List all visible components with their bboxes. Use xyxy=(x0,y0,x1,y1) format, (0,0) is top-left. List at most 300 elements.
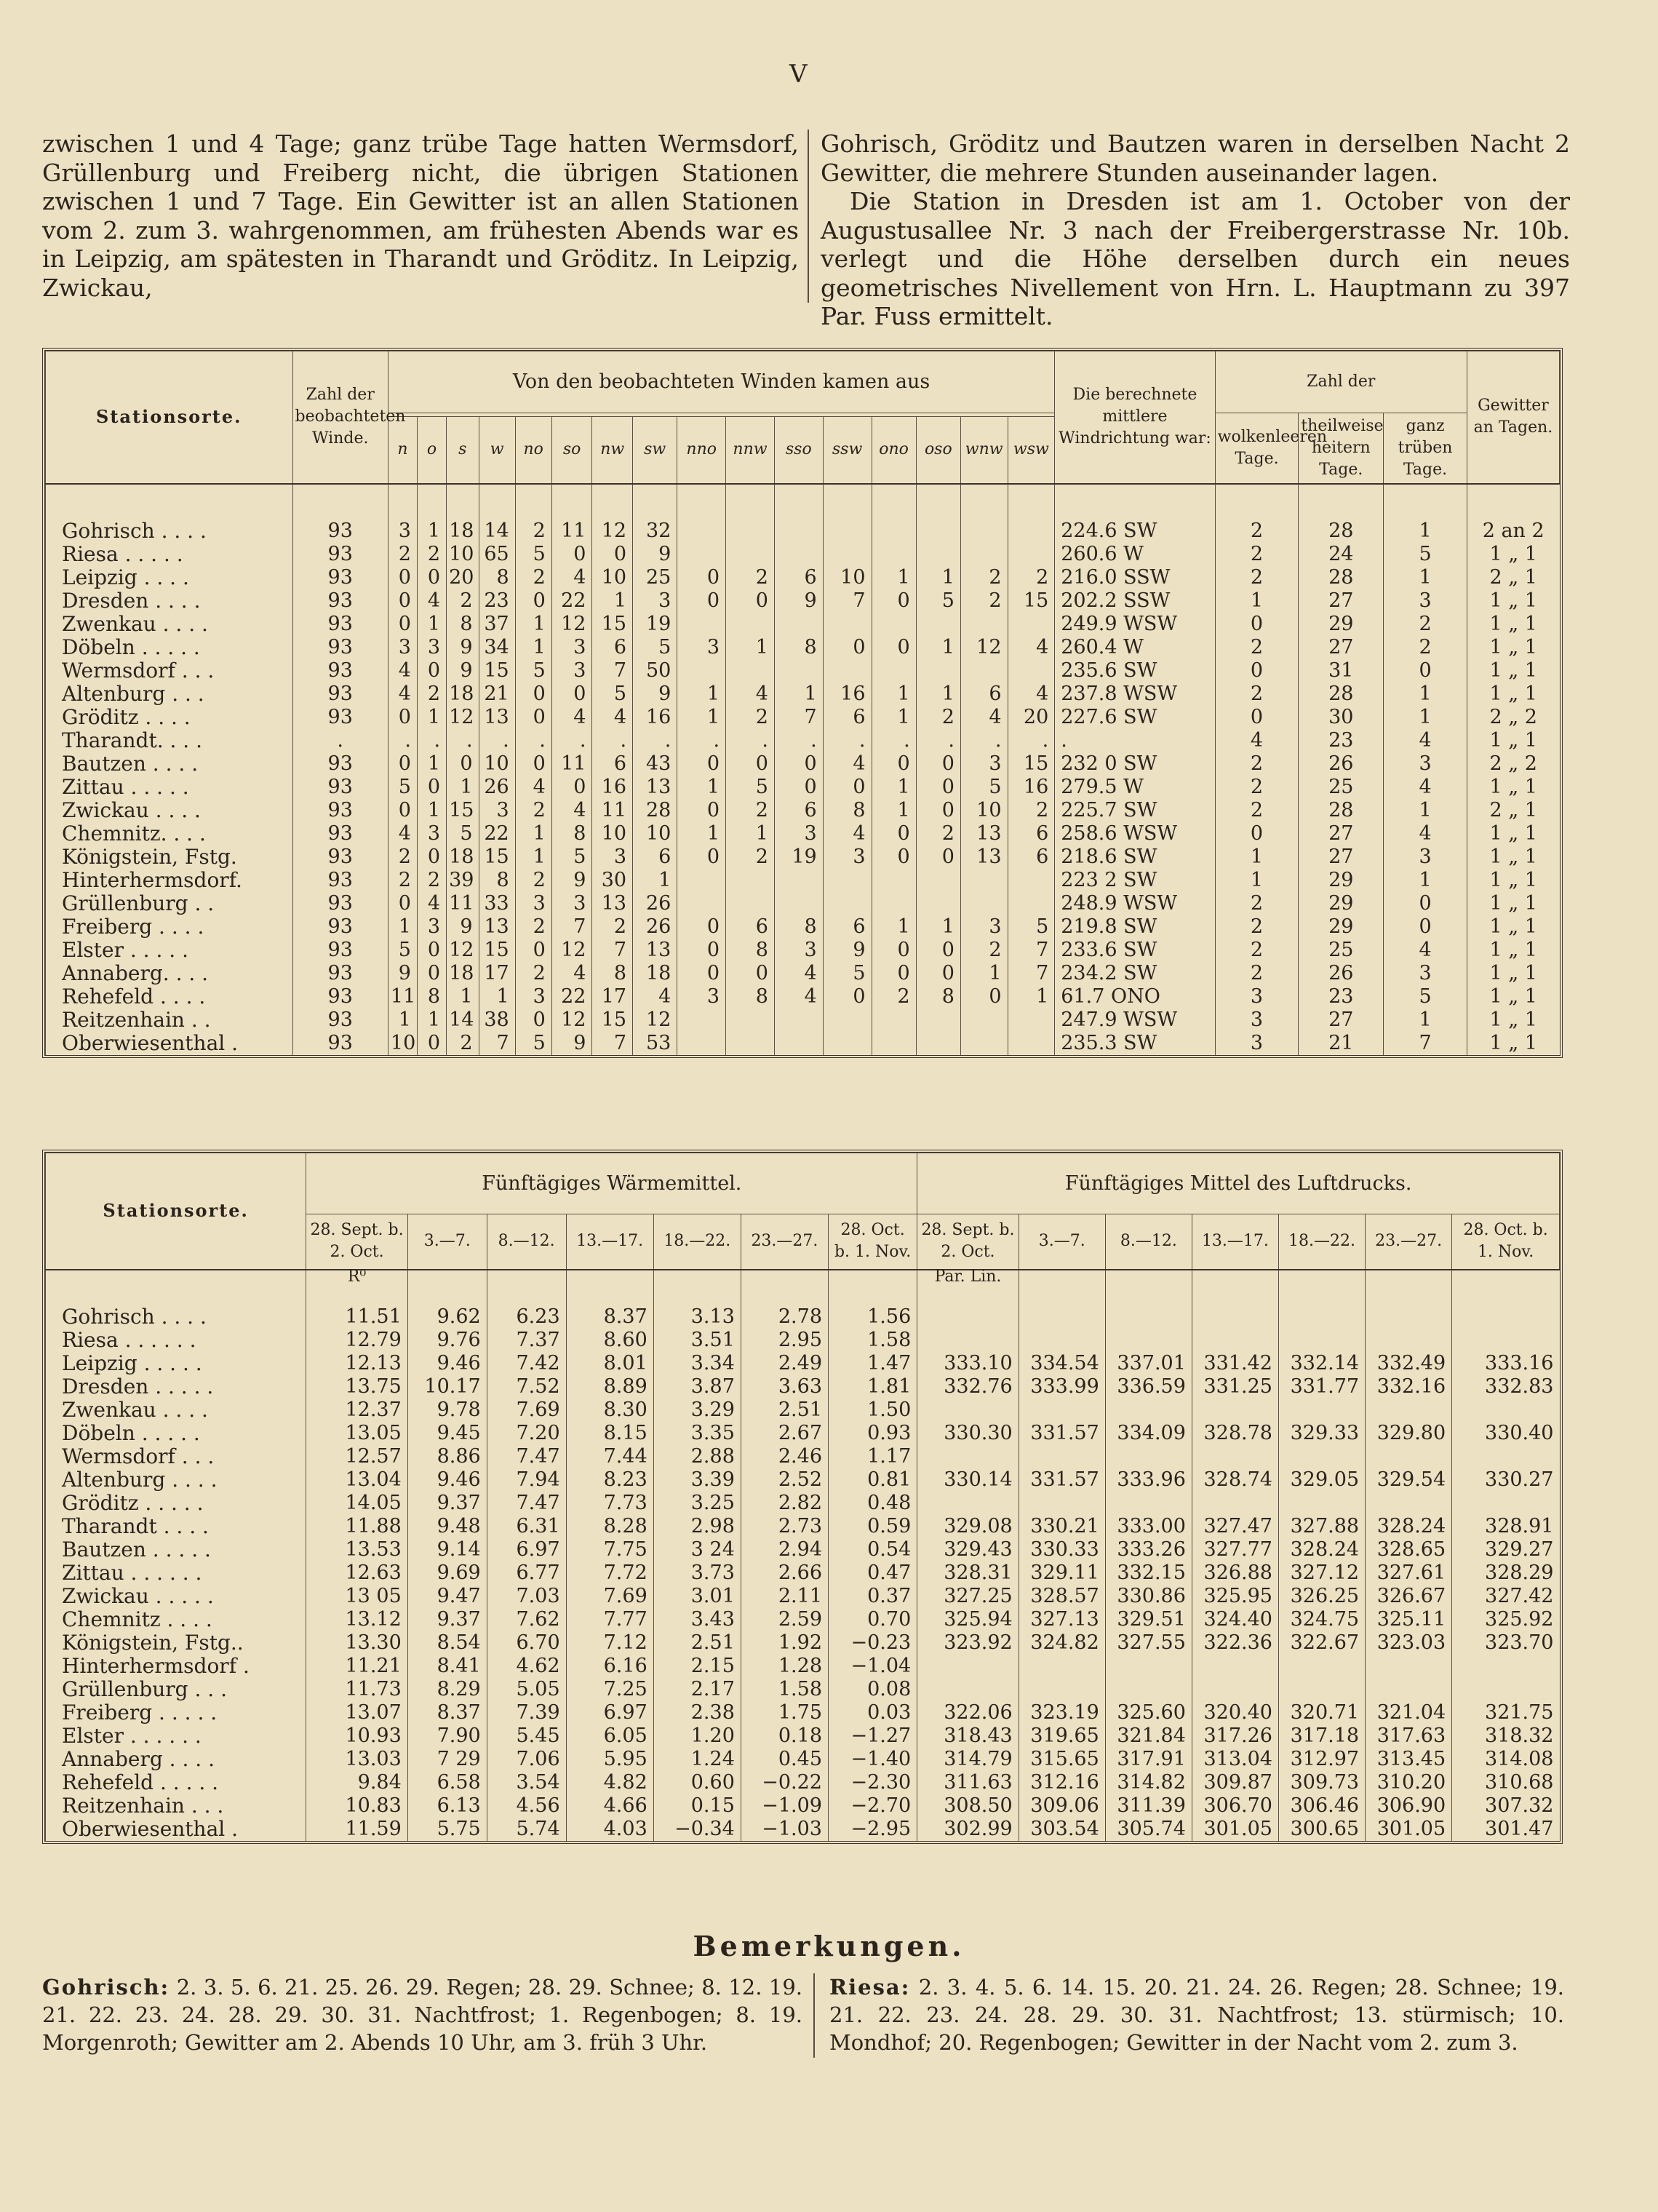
temperature-value: 6.31 xyxy=(487,1515,566,1538)
mean-direction: . xyxy=(1055,729,1215,752)
wind-value: 0 xyxy=(417,566,446,589)
wind-value: 6 xyxy=(1008,846,1055,869)
pressure-value: 325.95 xyxy=(1192,1585,1278,1608)
temperature-value: 2.82 xyxy=(741,1492,828,1515)
wind-value: 3 xyxy=(551,892,592,915)
wind-value: 13 xyxy=(479,706,515,729)
table-row xyxy=(46,1399,1560,1422)
spacer-cell xyxy=(633,484,677,520)
temperature-value: −1.09 xyxy=(741,1794,828,1818)
pressure-group-header: Fünftägiges Mittel des Luftdrucks. xyxy=(917,1153,1560,1214)
wind-value: 50 xyxy=(633,659,677,683)
pressure-value: 327.55 xyxy=(1105,1631,1192,1655)
wind-value: 0 xyxy=(677,752,726,776)
temperature-value: 3.51 xyxy=(653,1329,741,1352)
temperature-value: −1.40 xyxy=(829,1748,917,1771)
pressure-value: 310.68 xyxy=(1452,1771,1560,1794)
pressure-value: 328.74 xyxy=(1192,1468,1278,1492)
temperature-value: 4.03 xyxy=(566,1818,653,1841)
station-name: Königstein, Fstg. xyxy=(46,846,293,869)
thunderstorm-days: 1 „ 1 xyxy=(1467,683,1559,706)
wind-value: 0 xyxy=(960,985,1008,1008)
wind-value xyxy=(726,1032,775,1055)
wind-value: 15 xyxy=(1008,589,1055,613)
pressure-value: 324.82 xyxy=(1019,1631,1105,1655)
pressure-value: 329.05 xyxy=(1278,1468,1365,1492)
wind-value: 3 xyxy=(677,985,726,1008)
pressure-value: 327.47 xyxy=(1192,1515,1278,1538)
temperature-value: 2.59 xyxy=(741,1608,828,1631)
wind-value: 1 xyxy=(417,520,446,543)
overcast-days: 4 xyxy=(1384,729,1467,752)
partly-bright-days: 28 xyxy=(1299,520,1384,543)
wind-value: 19 xyxy=(633,613,677,636)
table-row xyxy=(46,1585,1560,1608)
temperature-value: 7.94 xyxy=(487,1468,566,1492)
wind-value xyxy=(960,659,1008,683)
temperature-value: 0.08 xyxy=(829,1678,917,1701)
temperature-value: 7.42 xyxy=(487,1352,566,1375)
remarks-gohrisch xyxy=(42,1973,802,2056)
pressure-value xyxy=(1019,1678,1105,1701)
wind-value xyxy=(823,659,872,683)
temperature-value: 7.77 xyxy=(566,1608,653,1631)
wind-value: . xyxy=(823,729,872,752)
partly-bright-days: 26 xyxy=(1299,962,1384,985)
pressure-value: 300.65 xyxy=(1278,1818,1365,1841)
pressure-value: 332.16 xyxy=(1366,1375,1452,1399)
temperature-value: 9.69 xyxy=(407,1561,487,1585)
wind-value: 5 xyxy=(515,543,551,566)
wind-value: 5 xyxy=(823,962,872,985)
temperature-value: 8.01 xyxy=(566,1352,653,1375)
pressure-value: 330.30 xyxy=(917,1422,1019,1445)
temperature-value: 4.62 xyxy=(487,1655,566,1678)
mean-direction: 234.2 SW xyxy=(1055,962,1215,985)
spacer-cell xyxy=(823,484,872,520)
wind-value: 38 xyxy=(479,1008,515,1032)
mean-direction: 235.6 SW xyxy=(1055,659,1215,683)
temperature-value: 7.90 xyxy=(407,1724,487,1748)
unit-row xyxy=(46,1270,1560,1305)
wind-value: 0 xyxy=(388,799,417,822)
thunderstorm-days: 1 „ 1 xyxy=(1467,589,1559,613)
wind-value: 0 xyxy=(872,822,916,846)
wind-value: 8 xyxy=(823,799,872,822)
wind-value: 1 xyxy=(726,822,775,846)
pressure-value xyxy=(1105,1445,1192,1468)
spacer-cell xyxy=(515,484,551,520)
wind-value: 0 xyxy=(551,543,592,566)
overcast-days: 0 xyxy=(1384,892,1467,915)
station-name: Annaberg. . . . xyxy=(46,962,293,985)
station-name: Bautzen . . . . xyxy=(46,752,293,776)
wind-count: 93 xyxy=(292,520,388,543)
clear-days: 2 xyxy=(1215,962,1299,985)
pressure-value xyxy=(1019,1329,1105,1352)
mean-direction: 279.5 W xyxy=(1055,776,1215,799)
wind-value xyxy=(726,892,775,915)
wind-value: 11 xyxy=(551,752,592,776)
temperature-value: 7 29 xyxy=(407,1748,487,1771)
pressure-value: 331.57 xyxy=(1019,1422,1105,1445)
wind-value: . xyxy=(515,729,551,752)
station-name: Grüllenburg . . xyxy=(46,892,293,915)
wind-value: 10 xyxy=(960,799,1008,822)
wind-value: . xyxy=(592,729,633,752)
wind-value: 22 xyxy=(551,589,592,613)
pressure-value: 320.71 xyxy=(1278,1701,1365,1724)
wind-value: 34 xyxy=(479,636,515,659)
wind-value: 3 xyxy=(417,915,446,939)
wind-value: 3 xyxy=(417,822,446,846)
table-row xyxy=(46,869,1560,892)
overcast-days: 3 xyxy=(1384,846,1467,869)
temperature-value: 7.62 xyxy=(487,1608,566,1631)
pressure-value: 325.94 xyxy=(917,1608,1019,1631)
wind-value: 6 xyxy=(823,915,872,939)
pressure-value: 324.40 xyxy=(1192,1608,1278,1631)
wind-value: 15 xyxy=(479,659,515,683)
spacer-cell xyxy=(1019,1270,1105,1305)
temperature-value: 0.18 xyxy=(741,1724,828,1748)
temperature-period-header: 23.—27. xyxy=(741,1214,828,1270)
pressure-value: 327.42 xyxy=(1452,1585,1560,1608)
pressure-period-header: 13.—17. xyxy=(1192,1214,1278,1270)
station-header: Stationsorte. xyxy=(46,351,293,484)
wind-value: 4 xyxy=(551,566,592,589)
wind-value: 20 xyxy=(1008,706,1055,729)
thunderstorm-days: 1 „ 1 xyxy=(1467,659,1559,683)
pressure-value xyxy=(1105,1678,1192,1701)
wind-count: 93 xyxy=(292,915,388,939)
temperature-value: 11.51 xyxy=(306,1305,407,1329)
wind-value: 11 xyxy=(592,799,633,822)
temperature-value: 0.59 xyxy=(829,1515,917,1538)
temperature-value: 3.87 xyxy=(653,1375,741,1399)
wind-count: 93 xyxy=(292,636,388,659)
wind-count: 93 xyxy=(292,892,388,915)
pressure-value: 333.96 xyxy=(1105,1468,1192,1492)
mean-direction: 260.4 W xyxy=(1055,636,1215,659)
wind-value: 22 xyxy=(479,822,515,846)
temperature-value: 13.30 xyxy=(306,1631,407,1655)
wind-count: 93 xyxy=(292,1008,388,1032)
temperature-value: 2.73 xyxy=(741,1515,828,1538)
temperature-unit: R⁰ xyxy=(306,1270,407,1305)
wind-count: 93 xyxy=(292,659,388,683)
wind-value: 0 xyxy=(388,613,417,636)
pressure-value: 320.40 xyxy=(1192,1701,1278,1724)
wind-count: 93 xyxy=(292,706,388,729)
spacer-cell xyxy=(1105,1270,1192,1305)
mean-direction: 223 2 SW xyxy=(1055,869,1215,892)
spacer-cell xyxy=(1055,484,1215,520)
temperature-value: −2.70 xyxy=(829,1794,917,1818)
pressure-value: 330.33 xyxy=(1019,1538,1105,1561)
pressure-value xyxy=(917,1678,1019,1701)
temperature-value: 7.20 xyxy=(487,1422,566,1445)
temperature-value: 2.52 xyxy=(741,1468,828,1492)
pressure-value xyxy=(1105,1329,1192,1352)
wind-value: 3 xyxy=(823,846,872,869)
wind-value: 3 xyxy=(592,846,633,869)
pressure-value: 333.26 xyxy=(1105,1538,1192,1561)
wind-value xyxy=(1008,613,1055,636)
remarks-title: Bemerkungen. xyxy=(693,1930,965,1962)
wind-value: 5 xyxy=(515,659,551,683)
spacer-cell xyxy=(1008,484,1055,520)
wind-value: 1 xyxy=(960,962,1008,985)
temperature-value: 8.89 xyxy=(566,1375,653,1399)
partly-bright-days: 28 xyxy=(1299,799,1384,822)
thunderstorm-days: 1 „ 1 xyxy=(1467,613,1559,636)
pressure-value xyxy=(1192,1678,1278,1701)
spacer-cell xyxy=(46,484,293,520)
spacer-cell xyxy=(726,484,775,520)
overcast-days: 3 xyxy=(1384,752,1467,776)
temperature-value: 13.04 xyxy=(306,1468,407,1492)
pressure-value xyxy=(1366,1329,1452,1352)
wind-value: 2 xyxy=(515,915,551,939)
wind-direction-header: ssw xyxy=(823,417,872,484)
wind-value: 0 xyxy=(417,846,446,869)
wind-value xyxy=(726,1008,775,1032)
partly-bright-days: 25 xyxy=(1299,776,1384,799)
partly-bright-days: 21 xyxy=(1299,1032,1384,1055)
wind-value: 3 xyxy=(551,636,592,659)
station-name: Hinterhermsdorf . xyxy=(46,1655,306,1678)
pressure-period-header: 28. Oct. b. 1. Nov. xyxy=(1452,1214,1560,1270)
wind-value: 6 xyxy=(1008,822,1055,846)
wind-value: 9 xyxy=(447,636,479,659)
temperature-value: 13.03 xyxy=(306,1748,407,1771)
temperature-value: 3.35 xyxy=(653,1422,741,1445)
wind-value xyxy=(960,543,1008,566)
wind-value: 3 xyxy=(515,892,551,915)
wind-value: 19 xyxy=(774,846,823,869)
spacer-cell xyxy=(1192,1270,1278,1305)
wind-value: 0 xyxy=(417,776,446,799)
wind-count: 93 xyxy=(292,776,388,799)
temperature-value: 3.73 xyxy=(653,1561,741,1585)
wind-value: 3 xyxy=(960,915,1008,939)
wind-value: 0 xyxy=(916,799,960,822)
overcast-days: 2 xyxy=(1384,636,1467,659)
overcast-days: 1 xyxy=(1384,1008,1467,1032)
pressure-value: 306.90 xyxy=(1366,1794,1452,1818)
station-name: Dresden . . . . . xyxy=(46,1375,306,1399)
thunderstorm-days: 1 „ 1 xyxy=(1467,892,1559,915)
temperature-value: 10.17 xyxy=(407,1375,487,1399)
pressure-value: 329.51 xyxy=(1105,1608,1192,1631)
pressure-value: 312.97 xyxy=(1278,1748,1365,1771)
temperature-value: 3.25 xyxy=(653,1492,741,1515)
wind-value xyxy=(1008,1008,1055,1032)
wind-value xyxy=(726,543,775,566)
wind-value xyxy=(774,543,823,566)
wind-value: 4 xyxy=(960,706,1008,729)
wind-value: 15 xyxy=(592,1008,633,1032)
intro-right-paragraph-1: Gohrisch, Gröditz und Bautzen waren in derselben Nacht 2 Gewitter, die mehrere Stunden auseinander lagen. xyxy=(821,130,1570,187)
wind-value xyxy=(916,869,960,892)
thunderstorm-days: 1 „ 1 xyxy=(1467,985,1559,1008)
wind-value: 1 xyxy=(916,566,960,589)
wind-value xyxy=(960,1008,1008,1032)
partly-bright-days: 29 xyxy=(1299,915,1384,939)
temperature-value: 13.05 xyxy=(306,1422,407,1445)
wind-value: 3 xyxy=(417,636,446,659)
mean-direction: 260.6 W xyxy=(1055,543,1215,566)
pressure-value: 327.88 xyxy=(1278,1515,1365,1538)
wind-value: 6 xyxy=(633,846,677,869)
wind-value: 0 xyxy=(551,683,592,706)
wind-direction-header: no xyxy=(515,417,551,484)
table-row xyxy=(46,659,1560,683)
wind-value: 39 xyxy=(447,869,479,892)
table-row xyxy=(46,1422,1560,1445)
days-group-header: Zahl der xyxy=(1215,351,1467,413)
winds-group-header: Von den beobachteten Winden kamen aus xyxy=(388,351,1054,413)
temperature-value: 1.58 xyxy=(829,1329,917,1352)
partly-bright-days: 28 xyxy=(1299,566,1384,589)
station-name: Zwickau . . . . . xyxy=(46,1585,306,1608)
overcast-days: 5 xyxy=(1384,985,1467,1008)
station-name: Riesa . . . . . xyxy=(46,543,293,566)
wind-value xyxy=(960,892,1008,915)
wind-value xyxy=(872,1032,916,1055)
wind-value: . xyxy=(774,729,823,752)
wind-value xyxy=(677,659,726,683)
table-row xyxy=(46,1352,1560,1375)
station-name: Wermsdorf . . . xyxy=(46,659,293,683)
mean-direction: 218.6 SW xyxy=(1055,846,1215,869)
temperature-value: 12.79 xyxy=(306,1329,407,1352)
temperature-period-header: 3.—7. xyxy=(407,1214,487,1270)
wind-value: 5 xyxy=(726,776,775,799)
wind-value: 2 xyxy=(515,869,551,892)
temperature-value: 6.13 xyxy=(407,1794,487,1818)
wind-value: 12 xyxy=(551,613,592,636)
temperature-value: 4.82 xyxy=(566,1771,653,1794)
wind-value: 0 xyxy=(677,962,726,985)
temperature-value: 1.24 xyxy=(653,1748,741,1771)
temperature-value: 6.05 xyxy=(566,1724,653,1748)
wind-value xyxy=(823,613,872,636)
pressure-value: 331.57 xyxy=(1019,1468,1105,1492)
table-row xyxy=(46,1305,1560,1329)
station-name: Reitzenhain . . xyxy=(46,1008,293,1032)
spacer-cell xyxy=(1299,484,1384,520)
pressure-value xyxy=(1278,1305,1365,1329)
wind-value: 0 xyxy=(447,752,479,776)
wind-value: 7 xyxy=(774,706,823,729)
wind-value xyxy=(823,869,872,892)
spacer-cell xyxy=(292,484,388,520)
pressure-value: 328.24 xyxy=(1366,1515,1452,1538)
wind-value xyxy=(916,613,960,636)
wind-value xyxy=(1008,659,1055,683)
partly-bright-days: 27 xyxy=(1299,636,1384,659)
wind-value: 2 xyxy=(916,822,960,846)
wind-count: 93 xyxy=(292,962,388,985)
wind-value: 2 xyxy=(1008,566,1055,589)
wind-direction-header: o xyxy=(417,417,446,484)
wind-direction-header: w xyxy=(479,417,515,484)
pressure-value: 329.08 xyxy=(917,1515,1019,1538)
wind-value: 13 xyxy=(960,846,1008,869)
wind-value: . xyxy=(872,729,916,752)
wind-value: 9 xyxy=(551,869,592,892)
pressure-value xyxy=(1192,1445,1278,1468)
thunderstorm-days: 1 „ 1 xyxy=(1467,543,1559,566)
table-row xyxy=(46,1655,1560,1678)
table-row xyxy=(46,939,1560,962)
overcast-days: 1 xyxy=(1384,566,1467,589)
wind-value xyxy=(872,869,916,892)
pressure-value: 334.09 xyxy=(1105,1422,1192,1445)
pressure-value: 321.84 xyxy=(1105,1724,1192,1748)
wind-value: 7 xyxy=(592,1032,633,1055)
wind-value: 13 xyxy=(633,776,677,799)
temperature-value: 8.37 xyxy=(566,1305,653,1329)
temperature-value: 7.12 xyxy=(566,1631,653,1655)
temperature-value: 10.93 xyxy=(306,1724,407,1748)
temperature-value: 6.58 xyxy=(407,1771,487,1794)
wind-count: 93 xyxy=(292,846,388,869)
pressure-value: 314.08 xyxy=(1452,1748,1560,1771)
wind-value: 4 xyxy=(633,985,677,1008)
wind-value: 0 xyxy=(726,752,775,776)
temperature-value: 8.15 xyxy=(566,1422,653,1445)
wind-value xyxy=(1008,543,1055,566)
wind-count: 93 xyxy=(292,1032,388,1055)
temperature-value: 2.11 xyxy=(741,1585,828,1608)
table-row xyxy=(46,706,1560,729)
wind-value: 12 xyxy=(447,706,479,729)
pressure-value xyxy=(1452,1492,1560,1515)
table-row xyxy=(46,822,1560,846)
wind-value: 1 xyxy=(677,822,726,846)
wind-value: 0 xyxy=(515,706,551,729)
temperature-value: 14.05 xyxy=(306,1492,407,1515)
pressure-value xyxy=(1452,1678,1560,1701)
wind-value: 26 xyxy=(633,892,677,915)
partly-bright-days: 25 xyxy=(1299,939,1384,962)
temperature-value: 2.51 xyxy=(653,1631,741,1655)
temperature-value: 7.75 xyxy=(566,1538,653,1561)
mean-direction: 247.9 WSW xyxy=(1055,1008,1215,1032)
pressure-value xyxy=(1452,1445,1560,1468)
wind-direction-header: ono xyxy=(872,417,916,484)
wind-value: 1 xyxy=(726,636,775,659)
wind-value: 4 xyxy=(823,822,872,846)
pressure-value xyxy=(1105,1305,1192,1329)
temperature-value: 1.47 xyxy=(829,1352,917,1375)
pressure-value: 328.65 xyxy=(1366,1538,1452,1561)
wind-direction-header: so xyxy=(551,417,592,484)
wind-value: 8 xyxy=(916,985,960,1008)
spacer-cell xyxy=(566,1270,653,1305)
wind-value: . xyxy=(479,729,515,752)
temperature-value: 6.16 xyxy=(566,1655,653,1678)
pressure-value: 323.03 xyxy=(1366,1631,1452,1655)
wind-value: 8 xyxy=(551,822,592,846)
station-name: Zittau . . . . . . xyxy=(46,1561,306,1585)
temperature-value: 7.73 xyxy=(566,1492,653,1515)
wind-value xyxy=(960,1032,1008,1055)
wind-value: 1 xyxy=(677,683,726,706)
